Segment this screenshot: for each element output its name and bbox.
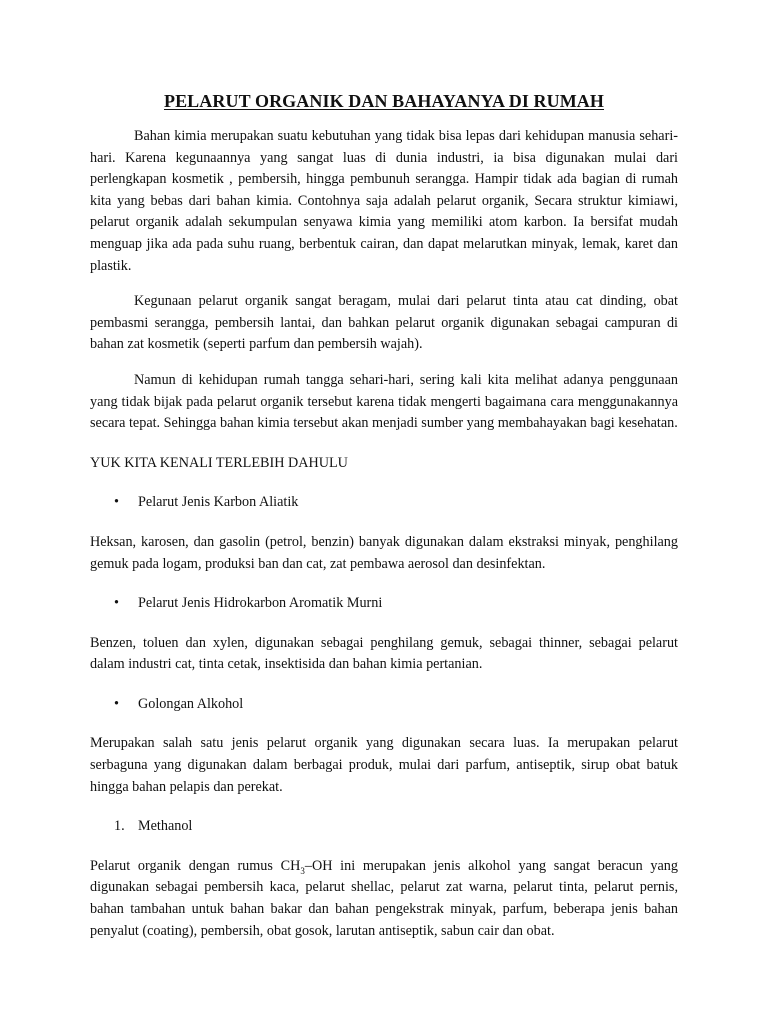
intro-paragraph: Bahan kimia merupakan suatu kebutuhan yang tidak bisa lepas dari kehidupan manusia sehari-hari. Karena kegunaannya yang sangat luas di dunia industri, ia bisa digunakan mulai dari perlengkapan kosmetik , pembersih, hingga pembunuh serangga. Hampir tidak ada bagian di rumah kita yang bebas dari bahan kimia. Contohnya saja adalah pelarut organik, Secara struktur kimiawi, pelarut organik adalah sekumpulan senyawa kimia yang memiliki atom karbon. Ia bersifat mudah menguap jika ada pada suhu ruang, berbentuk cairan, dan dapat melarutkan minyak, lemak, karet dan plastik. [90,128,678,274]
list-number: 1. [114,818,125,835]
document-title: PELARUT ORGANIK DAN BAHAYANYA DI RUMAH [163,91,605,111]
bullet-icon: • [114,494,119,511]
bullet-item-karbon-aliatik [90,492,678,514]
methanol-text-after: –OH ini merupakan jenis alkohol yang sangat beracun yang digunakan sebagai pembersih kaca, pelarut shellac, pelarut zat warna, pelarut tinta, pelarut pernis, bahan tambahan untuk bahan bakar dan bahan pengekstrak minyak, parfum, beberapa jenis bahan penyalut (coating), pembersih, obat gosok, larutan antiseptik, sabun cair dan obat. [90,857,678,939]
numbered-item-methanol [90,816,678,838]
bullet-label: Pelarut Jenis Hidrokarbon Aromatik Murni [138,595,383,612]
methanol-text-before: Pelarut organik dengan rumus CH [90,857,301,874]
warning-paragraph: Namun di kehidupan rumah tangga sehari-hari, sering kali kita melihat adanya penggunaan yang tidak bijak pada pelarut organik tersebut karena tidak mengerti bagaimana cara menggunakannya secara tepat. Sehingga bahan kimia tersebut akan menjadi sumber yang membahayakan bagi kesehatan. [90,371,678,432]
bullet-label: Golongan Alkohol [138,695,244,712]
hidrokarbon-aromatik-paragraph: Benzen, toluen dan xylen, digunakan sebagai penghilang gemuk, sebagai thinner, sebagai pelarut dalam industri cat, tinta cetak, insektisida dan bahan kimia pertanian. [90,634,678,673]
methanol-subscript: 3 [300,865,305,876]
bullet-label: Pelarut Jenis Karbon Aliatik [138,494,299,511]
methanol-paragraph [90,856,678,942]
bullet-item-golongan-alkohol [90,694,678,716]
golongan-alkohol-paragraph: Merupakan salah satu jenis pelarut organik yang digunakan secara luas. Ia merupakan pelarut serbaguna yang digunakan dalam berbagai produk, mulai dari parfum, antiseptik, sirup obat batuk hingga bahan pelapis dan perekat. [90,735,678,795]
karbon-aliatik-paragraph: Heksan, karosen, dan gasolin (petrol, benzin) banyak digunakan dalam ekstraksi minyak, penghilang gemuk pada logam, produksi ban dan cat, zat pembawa aerosol dan desinfektan. [90,533,678,572]
bullet-icon: • [114,595,119,612]
document-page [90,88,678,942]
numbered-label: Methanol [138,818,193,835]
usage-paragraph: Kegunaan pelarut organik sangat beragam, mulai dari pelarut tinta atau cat dinding, obat pembasmi serangga, pembersih lantai, dan bahkan pelarut organik digunakan sebagai campuran di bahan zat kosmetik (seperti parfum dan pembersih wajah). [90,293,678,353]
bullet-item-hidrokarbon-aromatik [90,593,678,615]
section-heading: YUK KITA KENALI TERLEBIH DAHULU [90,454,348,471]
bullet-icon: • [114,695,119,712]
